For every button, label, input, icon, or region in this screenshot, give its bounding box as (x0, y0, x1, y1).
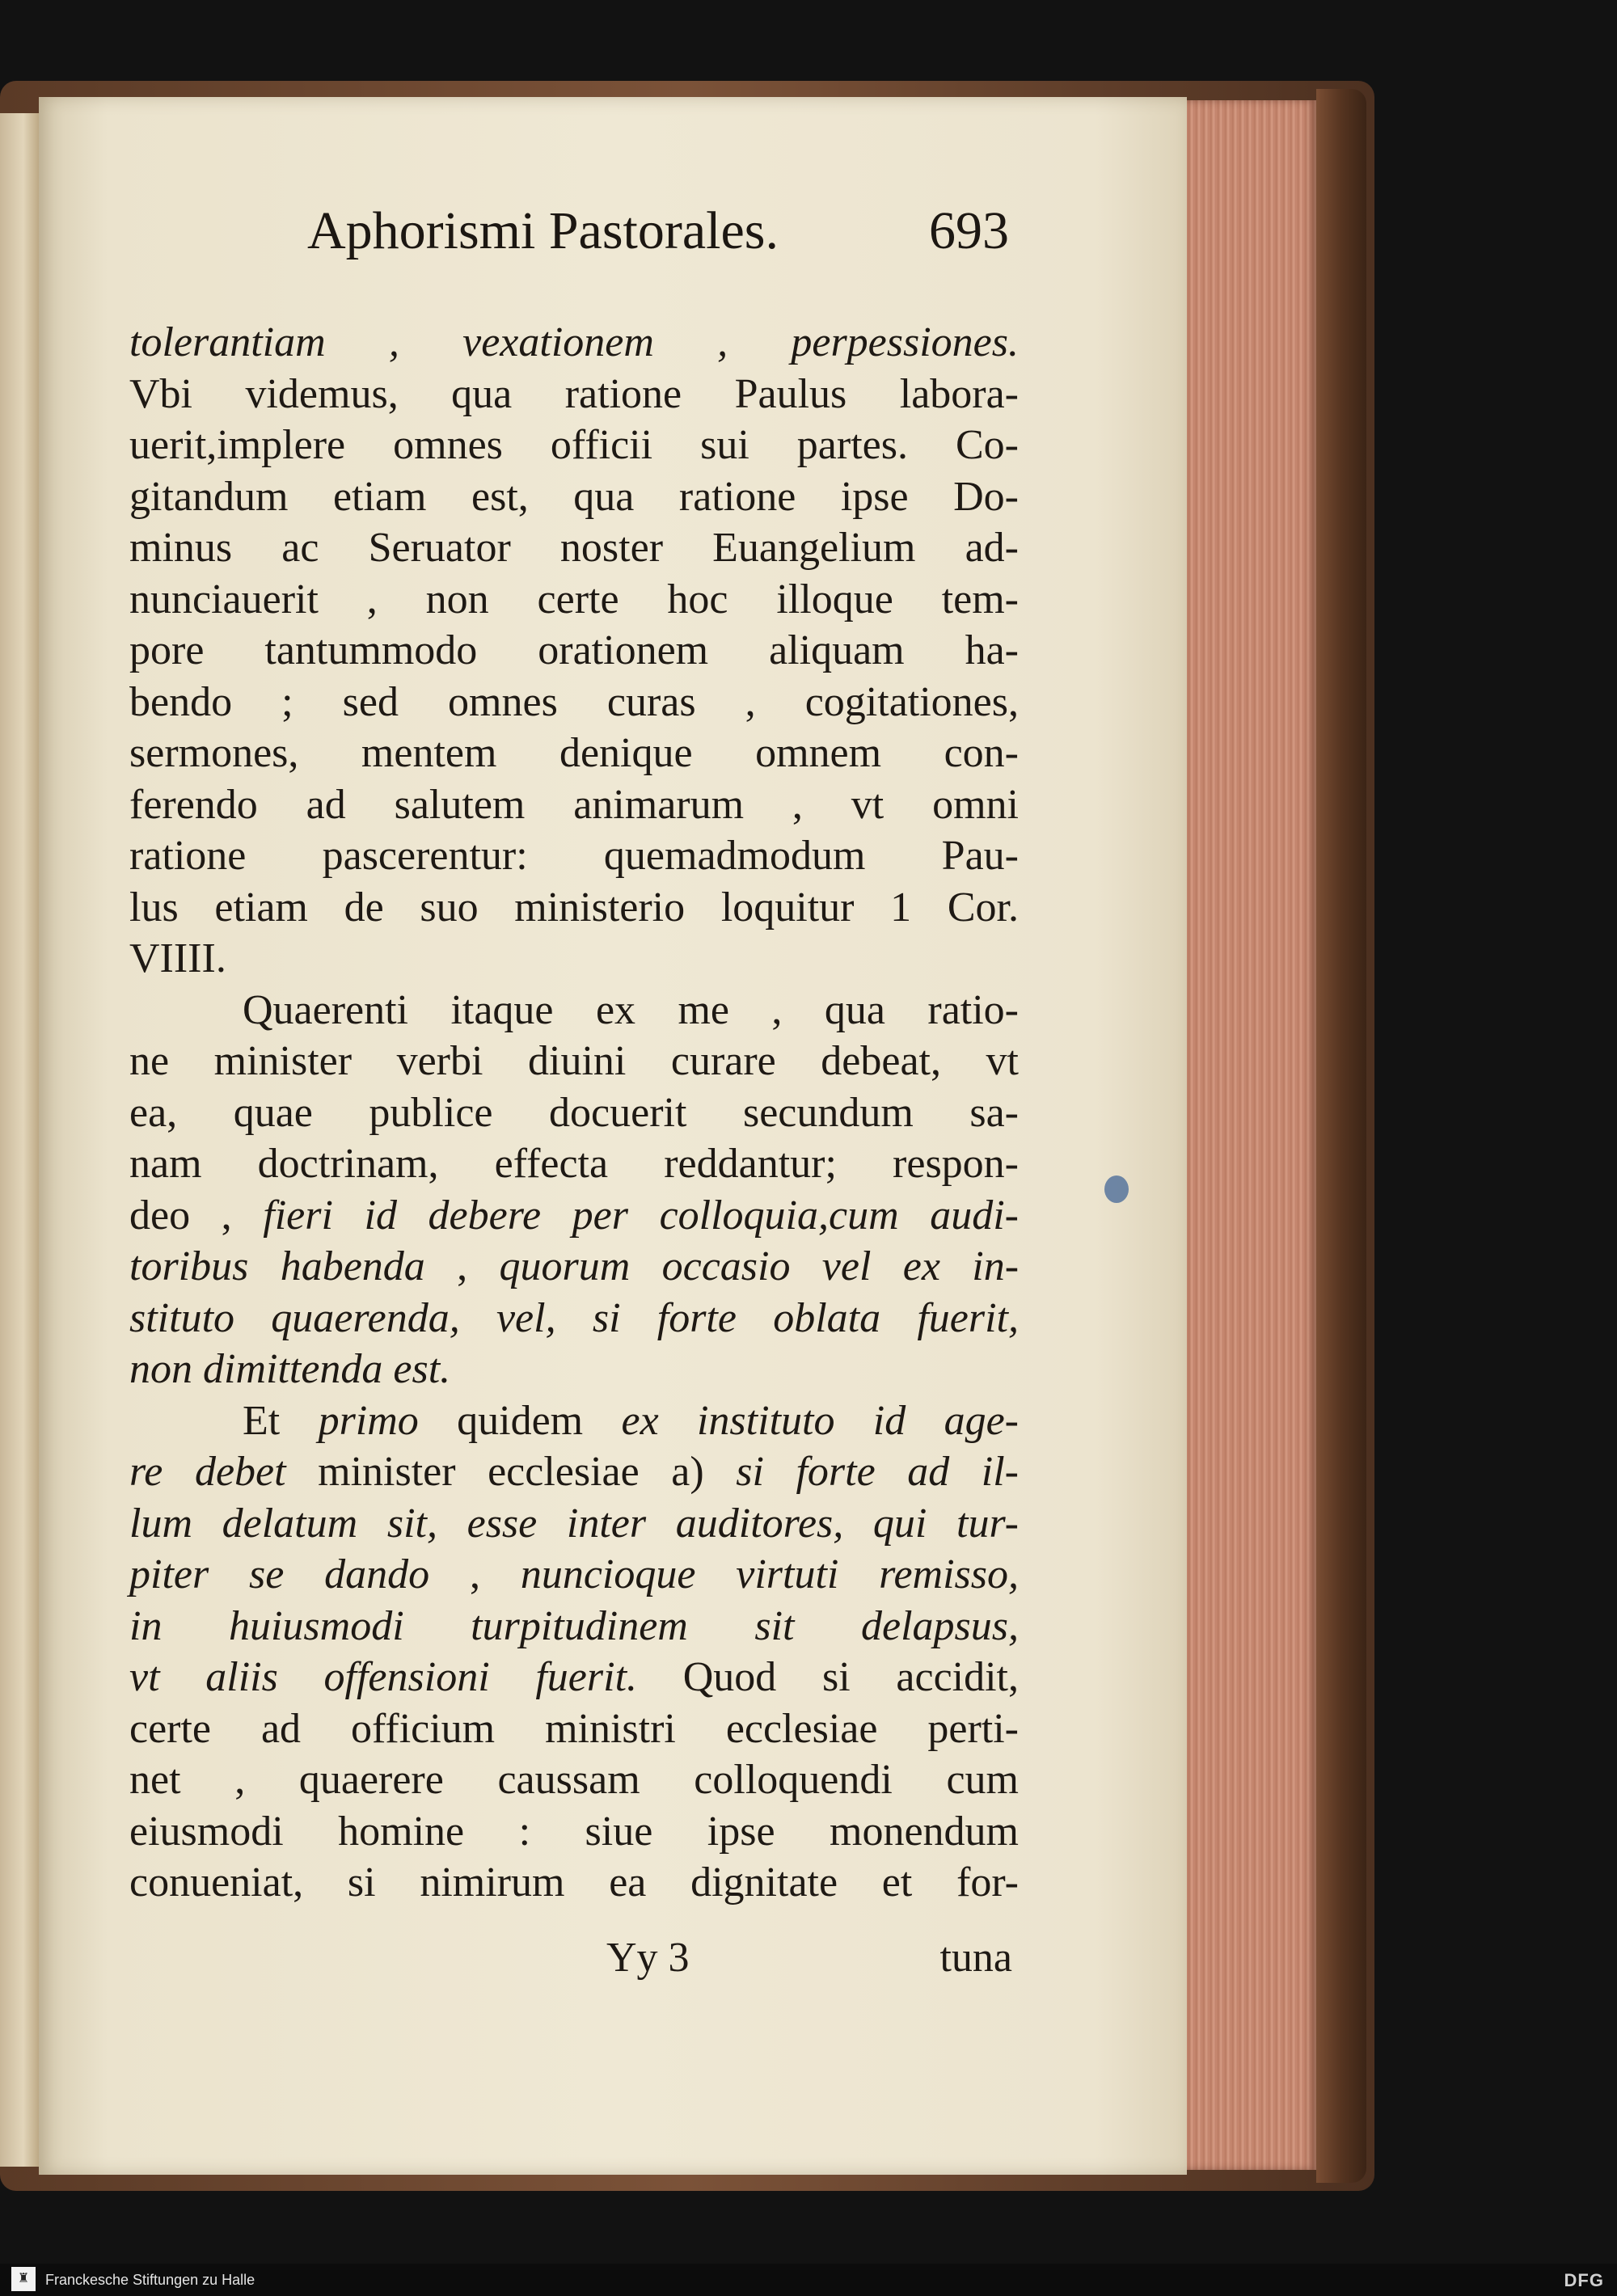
text-line (129, 882, 1019, 934)
text-run: gitandum etiam est, qua ratione ipse Do- (129, 473, 1019, 520)
text-run: ne minister verbi diuini curare debeat, vt (129, 1038, 1019, 1084)
italic-text-run: vt aliis offensioni fuerit. (129, 1654, 638, 1700)
text-line (129, 1446, 1019, 1498)
body-text (129, 317, 1019, 1909)
text-line (129, 1190, 1019, 1242)
text-run: pore tantummodo orationem aliquam ha- (129, 627, 1019, 673)
page-footer (129, 1934, 1019, 1990)
text-run: VIIII. (129, 935, 226, 981)
italic-text-run: fieri id debere per colloquia,cum audi- (263, 1192, 1019, 1239)
institution-logo-icon: ♜ (11, 2267, 36, 2291)
text-run: eiusmodi homine : siue ipse monendum (129, 1808, 1019, 1855)
italic-text-run: nuncioque virtuti remisso, (520, 1551, 1020, 1597)
institution-name: Franckesche Stiftungen zu Halle (45, 2272, 255, 2288)
text-line (129, 369, 1019, 420)
running-header (307, 200, 1019, 273)
text-run: Vbi videmus, qua ratione Paulus labora- (129, 370, 1019, 417)
text-line (129, 1036, 1019, 1087)
text-line (129, 1857, 1019, 1909)
text-line (129, 1549, 1019, 1601)
text-run: Quod si accidit, (637, 1654, 1019, 1700)
text-line (129, 1344, 1019, 1395)
text-run: conueniat, si nimirum ea dignitate et for- (129, 1859, 1019, 1906)
text-line (129, 574, 1019, 626)
text-run: uerit,implere omnes officii sui partes. Co- (129, 422, 1019, 468)
italic-text-run: ex instituto id age- (621, 1397, 1019, 1444)
text-run: ferendo ad salutem animarum , vt omni (129, 781, 1019, 828)
text-line (129, 728, 1019, 779)
text-line (129, 1395, 1019, 1447)
text-line (129, 1806, 1019, 1858)
text-line (129, 1138, 1019, 1190)
text-run: , (429, 1551, 521, 1597)
catchword: tuna (939, 1935, 1012, 1981)
text-run: deo , (129, 1192, 264, 1239)
text-run: bendo ; sed omnes curas , cogitationes, (129, 678, 1019, 725)
text-line (129, 1601, 1019, 1652)
text-line (129, 1652, 1019, 1703)
italic-text-run: re debet (129, 1449, 286, 1495)
page-number: 693 (929, 201, 1009, 260)
text-line (129, 830, 1019, 882)
page-fore-edge (1187, 100, 1316, 2170)
text-line (129, 779, 1019, 831)
text-run: Et (243, 1397, 319, 1444)
italic-text-run: toribus habenda (129, 1243, 425, 1289)
text-run: quidem (418, 1397, 622, 1444)
running-title: Aphorismi Pastorales. (307, 201, 779, 260)
text-line (129, 1293, 1019, 1344)
text-run: , (424, 1243, 500, 1289)
italic-text-run: piter se dando (129, 1551, 430, 1597)
text-line (129, 1498, 1019, 1550)
text-run: net , quaerere caussam colloquendi cum (129, 1757, 1019, 1803)
text-line (129, 471, 1019, 523)
text-run: minus ac Seruator noster Euangelium ad- (129, 525, 1019, 571)
italic-text-run: tolerantiam , vexationem , perpessiones. (129, 319, 1019, 365)
text-run: ea, quae publice docuerit secundum sa- (129, 1089, 1019, 1136)
viewer-footer-bar (0, 2264, 1617, 2296)
text-run: sermones, mentem denique omnem con- (129, 730, 1019, 776)
italic-text-run: non dimittenda est. (129, 1346, 451, 1392)
text-line (129, 317, 1019, 369)
text-line (129, 625, 1019, 677)
text-line (129, 1241, 1019, 1293)
facing-page-edge (0, 113, 39, 2167)
signature-mark: Yy 3 (606, 1935, 690, 1981)
text-run: lus etiam de suo ministerio loquitur 1 Cor. (129, 884, 1019, 931)
text-line (129, 522, 1019, 574)
text-line (129, 985, 1019, 1036)
text-line (129, 933, 1019, 985)
text-run: nunciauerit , non certe hoc illoque tem- (129, 576, 1019, 623)
book-binding-edge (1316, 89, 1366, 2183)
text-run: Quaerenti itaque ex me , qua ratio- (243, 986, 1019, 1033)
text-run: ratione pascerentur: quemadmodum Pau- (129, 833, 1019, 879)
ink-blot (1104, 1175, 1129, 1203)
italic-text-run: si forte ad il- (736, 1449, 1019, 1495)
text-line (129, 1087, 1019, 1139)
italic-text-run: quorum occasio vel ex in- (499, 1243, 1020, 1289)
text-run: minister ecclesiae a) (285, 1449, 737, 1495)
funder-logo: DFG (1564, 2270, 1604, 2290)
text-line (129, 1703, 1019, 1755)
italic-text-run: in huiusmodi turpitudinem sit delapsus, (129, 1602, 1019, 1649)
italic-text-run: lum delatum sit, esse inter auditores, qui tur- (129, 1500, 1019, 1547)
text-line (129, 1754, 1019, 1806)
text-run: certe ad officium ministri ecclesiae perti- (129, 1705, 1019, 1752)
italic-text-run: primo (318, 1397, 419, 1444)
text-line (129, 677, 1019, 728)
italic-text-run: stituto quaerenda, vel, si forte oblata fuerit, (129, 1294, 1019, 1341)
text-line (129, 420, 1019, 471)
text-run: nam doctrinam, effecta reddantur; respon- (129, 1141, 1019, 1187)
